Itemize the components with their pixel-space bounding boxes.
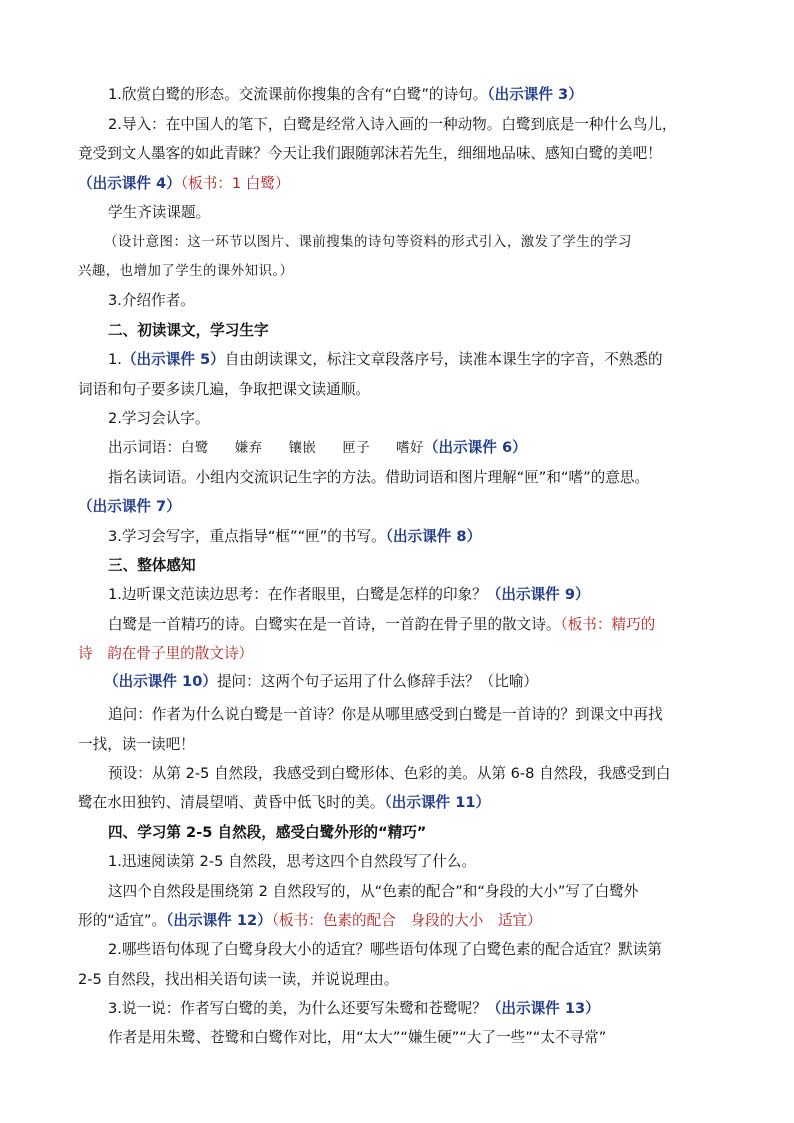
paragraph-line [108, 615, 655, 635]
text-segment: 竟受到文人墨客的如此青睐？今天让我们跟随郭沫若先生，细细地品味、感知白鹭的美吧！ [78, 145, 662, 162]
section-heading [108, 823, 426, 843]
paragraph-line [108, 350, 663, 370]
vocab-word: 镶嵌 [288, 441, 317, 456]
paragraph-line [108, 291, 195, 311]
paragraph-line [108, 940, 662, 960]
text-segment: （设计意图：这一环节以图片、课前搜集的诗句等资料的形式引入，激发了学生的学习 [104, 235, 632, 250]
text-segment: 2-5 自然段，找出相关语句读一读，并说说理由。 [78, 971, 399, 988]
text-segment: 提问：这两个句子运用了什么修辞手法？（比喻） [216, 673, 539, 690]
paragraph-line [108, 852, 476, 872]
heading-text: 四、学习第 2-5 自然段，感受白鹭外形的“精巧” [108, 824, 427, 841]
courseware-ref: （出示课件 3） [487, 86, 583, 103]
text-segment: 兴趣，也增加了学生的课外知识。） [78, 264, 294, 279]
text-segment: 2.导入：在中国人的笔下，白鹭是经常入诗入画的一种动物。白鹭到底是一种什么鸟儿， [108, 116, 677, 133]
board-note: 诗 韵在骨子里的散文诗） [78, 645, 254, 662]
paragraph-line [78, 911, 542, 931]
text-segment: 鹭在水田独钓、清晨望哨、黄昏中低飞时的美。 [78, 794, 385, 811]
paragraph-line [108, 764, 670, 784]
text-segment: 1.迅速阅读第 2-5 自然段，思考这四个自然段写了什么。 [108, 853, 477, 870]
heading-text: 三、整体感知 [108, 557, 196, 574]
courseware-ref: （出示课件 4） [78, 175, 181, 192]
text-segment: 作者是用朱鹭、苍鹭和白鹭作对比，用“太大”“嫌生硬”“大了一些”“太不寻常” [108, 1029, 607, 1046]
paragraph-line [108, 203, 210, 223]
text-segment: 白鹭是一首精巧的诗。白鹭实在是一首诗，一首韵在骨子里的散文诗。 [108, 616, 561, 633]
courseware-ref: （出示课件 8） [385, 528, 482, 545]
paragraph-line [108, 705, 663, 725]
courseware-ref: （出示课件 7） [78, 498, 181, 515]
paragraph-line [78, 970, 398, 990]
vocab-word: 匣子 [342, 441, 371, 456]
design-intent-line [78, 262, 294, 282]
text-segment: 自由朗读课文，标注文章段落序号，读准本课生字的字音，不熟悉的 [224, 351, 663, 368]
text-segment: 预设：从第 2-5 自然段，我感受到白鹭形体、色彩的美。从第 6-8 自然段，我感受到白 [108, 765, 671, 782]
text-segment: 1.欣赏白鹭的形态。交流课前你搜集的含有“白鹭”的诗句。 [108, 86, 488, 103]
courseware-ref: （出示课件 9） [486, 586, 590, 603]
text-segment: 指名读词语。小组内交流识记生字的方法。借助词语和图片理解“匣”和“嗜”的意思。 [108, 469, 650, 486]
vocabulary-line [108, 438, 527, 459]
text-segment: 一找，读一读吧！ [78, 736, 195, 753]
text-segment: 1.边听课文范读边思考：在作者眼里，白鹭是怎样的印象？ [108, 586, 487, 603]
paragraph-line [108, 585, 590, 605]
vocab-word: 白鹭 [180, 441, 209, 456]
paragraph-line [78, 793, 490, 813]
paragraph-line [108, 1028, 606, 1048]
section-heading [108, 321, 269, 341]
vocab-word: 嫌弃 [234, 441, 263, 456]
text-segment: 3.介绍作者。 [108, 292, 195, 309]
text-segment: 1. [108, 351, 122, 368]
paragraph-line [78, 735, 195, 755]
paragraph-line [108, 882, 638, 902]
design-intent-line [104, 233, 632, 253]
paragraph-line [108, 999, 600, 1019]
courseware-ref: （出示课件 6） [423, 439, 527, 456]
courseware-ref: （出示课件 5） [121, 351, 225, 368]
paragraph-line [78, 380, 370, 400]
paragraph-line [108, 409, 210, 429]
courseware-ref: （出示课件 13） [486, 1000, 600, 1017]
heading-text: 二、初读课文，学习生字 [108, 322, 269, 339]
vocab-word: 嗜好 [396, 441, 424, 456]
paragraph-line [78, 497, 181, 517]
text-segment: 2.学习会认字。 [108, 410, 210, 427]
text-segment: 3.学习会写字，重点指导“框”“匣”的书写。 [108, 528, 386, 545]
paragraph-line [108, 527, 481, 547]
text-segment: 学生齐读课题。 [108, 204, 211, 221]
text-segment: 这四个自然段是围绕第 2 自然段写的，从“色素的配合”和“身段的大小”写了白鹭外 [108, 883, 639, 900]
courseware-ref: （出示课件 10） [104, 673, 217, 690]
board-note: （板书：1 白鹭） [180, 175, 290, 192]
paragraph-line [108, 468, 649, 488]
courseware-ref: （出示课件 12） [166, 912, 272, 929]
board-note: （板书：色素的配合 身段的大小 适宜） [271, 912, 542, 929]
section-heading [108, 556, 196, 576]
text-segment: 词语和句子要多读几遍，争取把课文读通顺。 [78, 381, 370, 398]
text-segment: 出示词语： [108, 439, 181, 456]
courseware-ref: （出示课件 11） [384, 794, 491, 811]
text-segment: 形的“适宜”。 [78, 912, 167, 929]
paragraph-line [78, 144, 662, 164]
text-segment: 3.说一说：作者写白鹭的美，为什么还要写朱鹭和苍鹭呢？ [108, 1000, 487, 1017]
text-segment: 2.哪些语句体现了白鹭身段大小的适宜？哪些语句体现了白鹭色素的配合适宜？默读第 [108, 941, 662, 958]
paragraph-line [108, 85, 583, 105]
paragraph-line [108, 115, 677, 135]
paragraph-line [78, 174, 290, 194]
paragraph-line [104, 672, 538, 692]
board-note: （板书：精巧的 [560, 616, 656, 633]
text-segment: 追问：作者为什么说白鹭是一首诗？你是从哪里感受到白鹭是一首诗的？到课文中再找 [108, 706, 663, 723]
paragraph-line [78, 644, 253, 664]
